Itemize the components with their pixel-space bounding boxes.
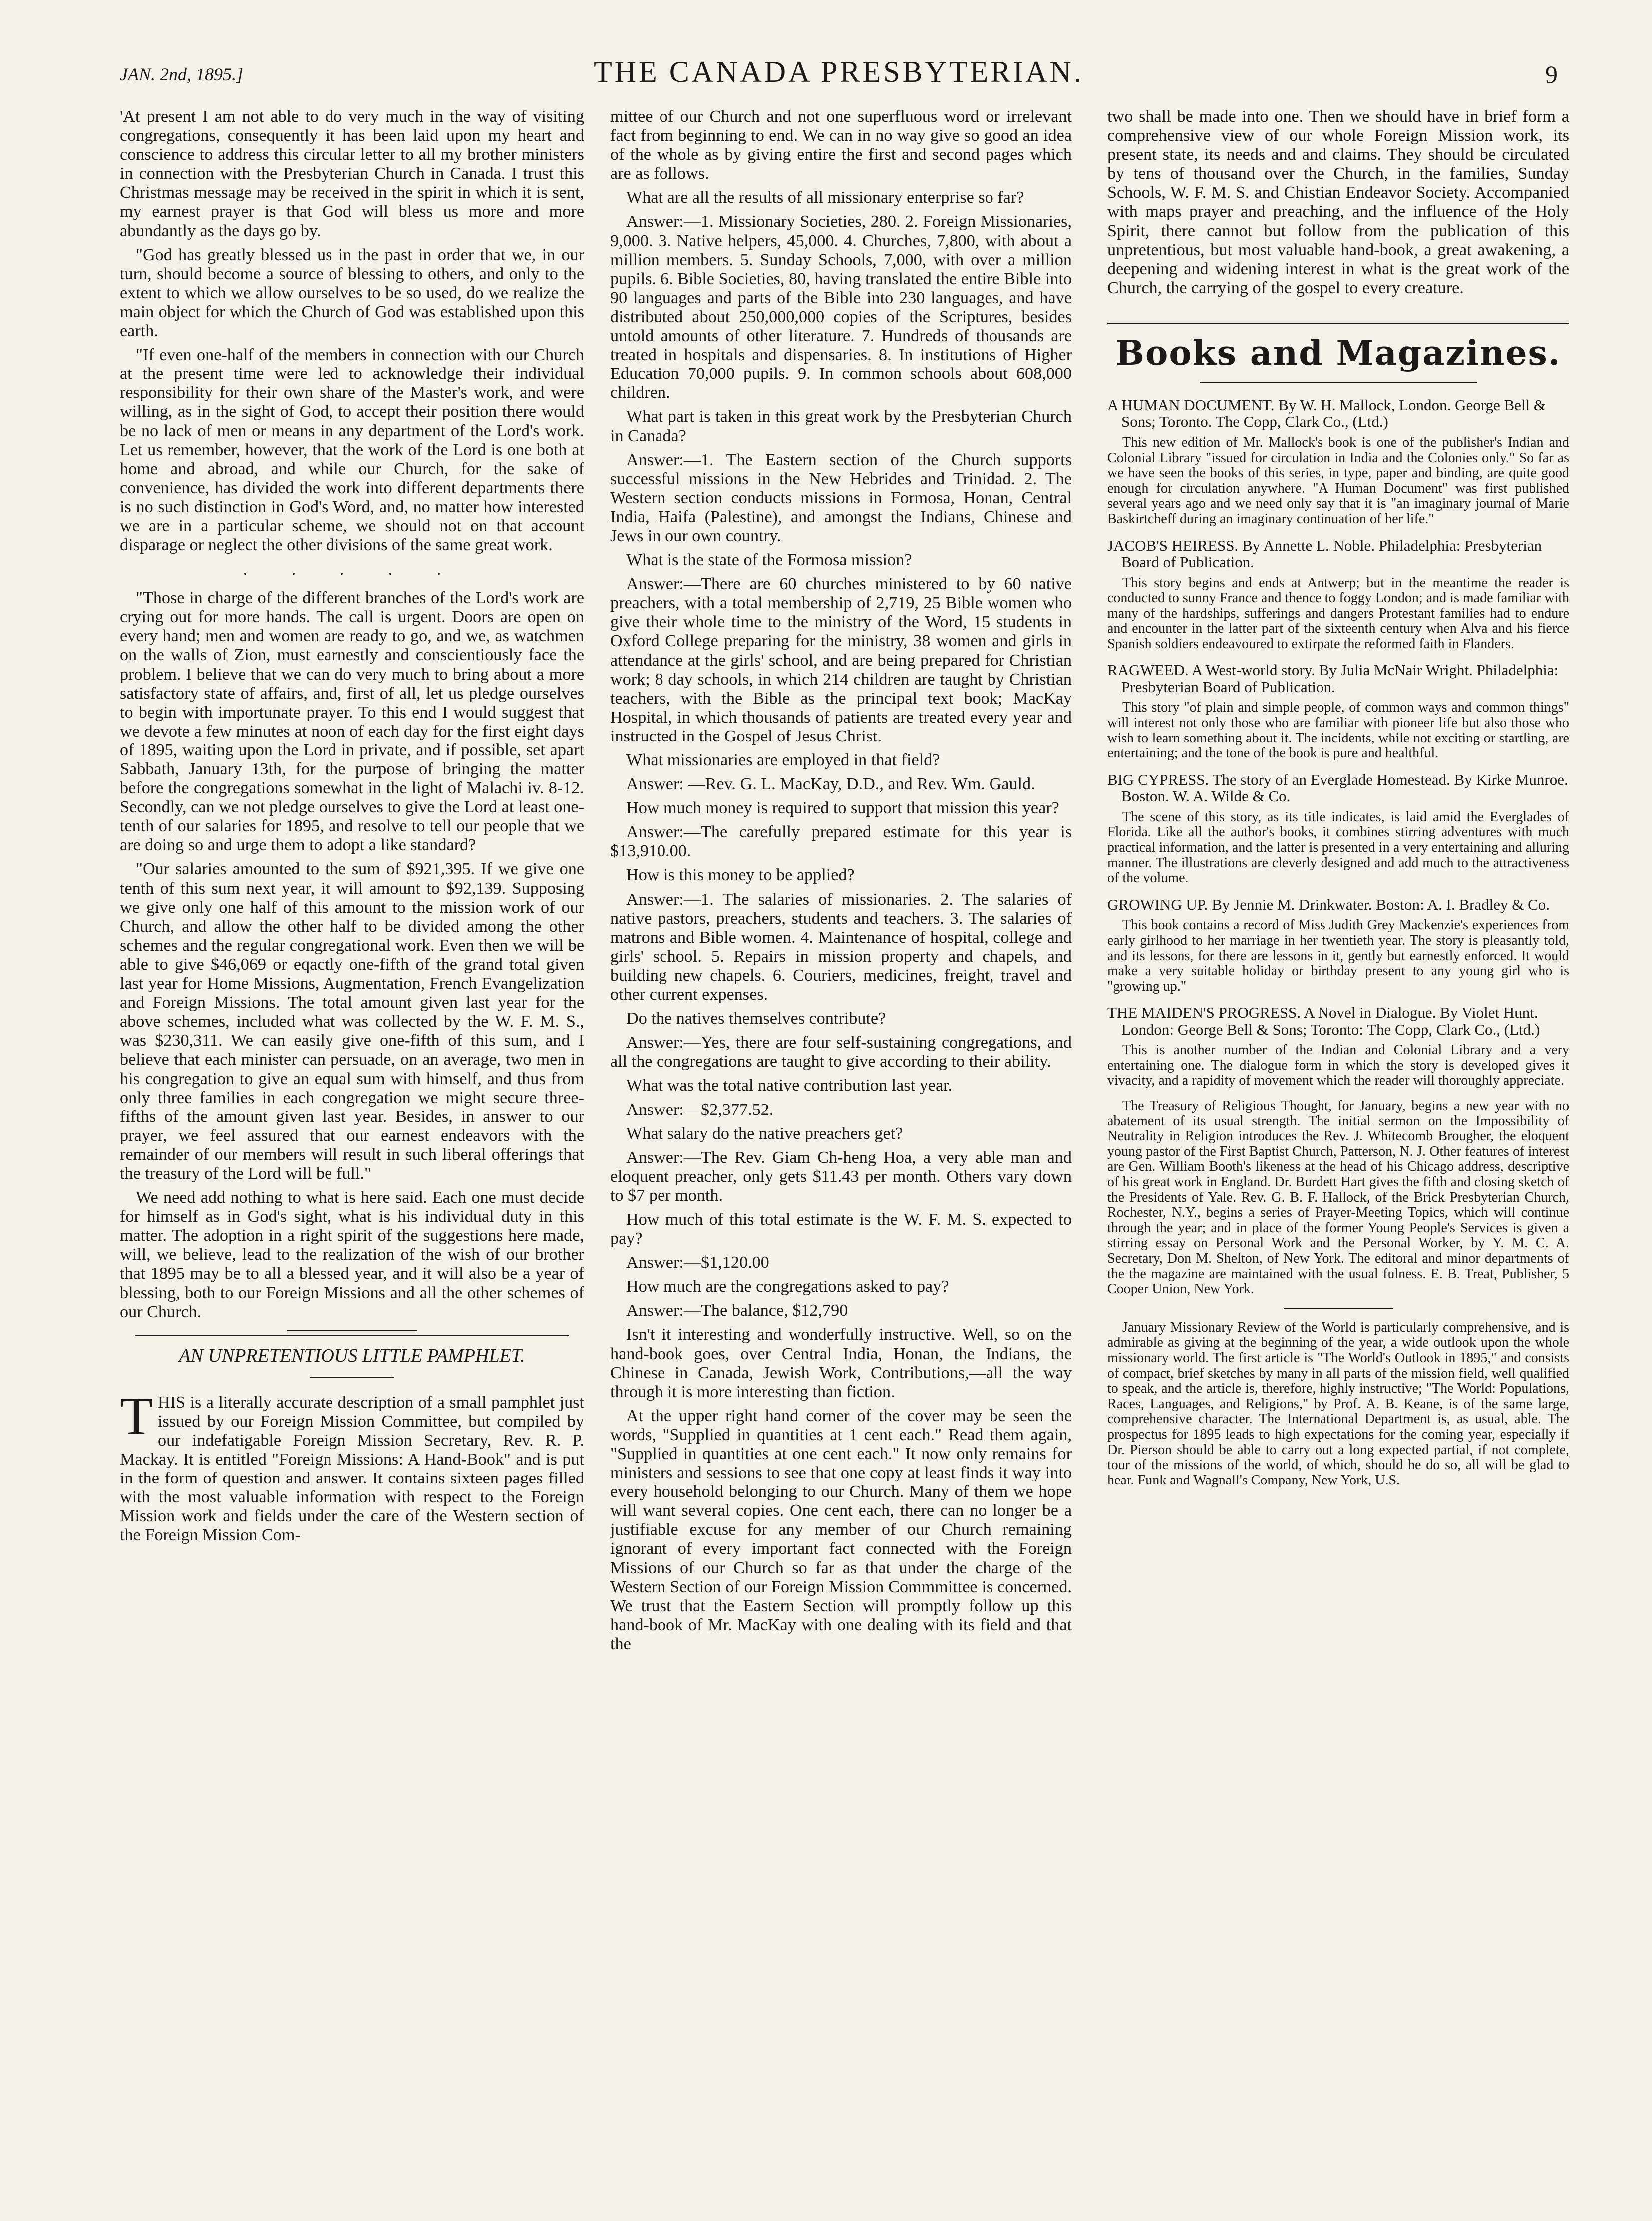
article-paragraph: "Those in charge of the different branches of the Lord's work are crying out for more hands. The call is urgent. Doors are open on every hand; men and women are ready to go, and we, as watchmen on the walls of Zion, must earnestly and conscientiously face the problem. I believe that we can do very much to bring about a more satisfactory state of affairs, and, first of all, let us pledge ourselves to begin with importunate prayer. To this end I would suggest that we devote a few minutes at noon of each day for the first eight days of 1895, waiting upon the Lord in private, and if possible, set apart Sabbath, January 13th, for the purpose of bringing the matter before the congregations somewhat in the light of Malachi iv. 8-12. Secondly, can we not pledge ourselves to give the Lord at least one-tenth of our salaries for 1895, and resolve to tell our people that we are doing so and urge them to adopt a like standard? (120, 589, 584, 855)
question: Do the natives themselves contribute? (626, 1009, 886, 1028)
missionary-review-notice: January Missionary Review of the World is particularly comprehensive, and is admirable as giving at the beginning of the year, a wide outlook upon the whole missionary world. The first article is "The World's Outlook in 1895," and consists of compact, brief sketches by many in all parts of the mission field, well qualified to speak, and the article is, therefore, highly instructive; "The World: Populations, Races, Languages, and Religions," by Prof. A. B. Keane, is of the same large, comprehensive character. The International Department is, as usual, able. The prospectus for 1895 leads to high expectations for the coming year, especially if Dr. Pierson should be able to carry out a long expected partial, if not complete, tour of the missions of the world, of which, should he do so, all will be glad to hear. Funk and Wagnall's Company, New York, U.S. (1107, 1319, 1569, 1488)
review-heading: THE MAIDEN'S PROGRESS. A Novel in Dialogue. By Violet Hunt. London: George Bell & Sons; Toronto: The Copp, Clark Co., (Ltd.) (1107, 1004, 1540, 1038)
books-magazines-heading (1107, 323, 1569, 383)
answer: Answer:—There are 60 churches ministered to by 60 native preachers, with a total membership of 2,719, 25 Bible women who give their whole time to the ministry of the Word, 15 students in Oxford College preparing for the ministry, 38 women and girls in attendance at the girls' school, and are being prepared for Christian work; 8 day schools, in which 214 children are taught by Christian teachers, with the Bible as the principal text book; MacKay Hospital, in which thousands of patients are treated every year and instructed in the Gospel of Jesus Christ. (610, 575, 1072, 745)
issue-date: JAN. 2nd, 1895.] (120, 64, 243, 84)
article-paragraph: We need add nothing to what is here said. Each one must decide for himself as in God's sight, what is his individual duty in this matter. The adoption in a right spirit of the suggestions here made, will, we believe, lead to the realization of the wish of our brother that 1895 may be to all a blessed year, and it will also be a year of blessing, both to our Foreign Missions and all the other schemes of our Church. (120, 1188, 584, 1321)
pamphlet-text: HIS is a literally accurate description of a small pamphlet just issued by our Foreign Mission Committee, but compiled by our indefatigable Foreign Mission Secretary, Rev. R. P. Mackay. It is entitled "Foreign Missions: A Hand-Book" and is put in the form of question and answer. It contains sixteen pages filled with the most valuable information with respect to the Foreign Mission work and fields under the care of the Western section of the Foreign Mission Com- (120, 1393, 584, 1545)
answer: Answer:—1. The Eastern section of the Church supports successful missions in the New Hebrides and Trinidad. 2. The Western section conducts missions in Formosa, Honan, Central India, Haifa (Palestine), and amongst the Indians, Chinese and Jews in our own country. (610, 450, 1072, 545)
ellipsis-separator: . . . . . (243, 560, 461, 579)
column-3 (1107, 107, 1569, 2205)
article-paragraph: "God has greatly blessed us in the past in order that we, in our turn, should become a source of blessing to others, and only to the extent to which we allow ourselves to be so used, do we realize the main object for which the Church of God was established upon this earth. (120, 245, 584, 341)
question: What missionaries are employed in that field? (626, 751, 940, 769)
page-header (120, 55, 1558, 100)
books-heading-text: Books and Magazines. (1115, 333, 1561, 373)
review-body: This story begins and ends at Antwerp; but in the meantime the reader is conducted to sunny France and thence to foggy London; and is made familiar with many of the hardships, sufferings and dangers Protestant families had to endure and encounter in the latter part of the sixteenth century when Alva and his fierce Spanish soldiers endeavoured to extirpate the reformed faith in Flanders. (1107, 575, 1569, 652)
section-heading (135, 1335, 569, 1378)
divider-rule (1284, 1308, 1393, 1309)
article-paragraph: two shall be made into one. Then we should have in brief form a comprehensive view of our whole Foreign Mission work, its present state, its needs and and claims. They should be circulated by tens of thousand over the Church, in the families, Sunday Schools, W. F. M. S. and Chistian Endeavor Society. Accompanied with maps prayer and preaching, and the influence of the Holy Spirit, there cannot but follow from the publication of this unpretentious, but most valuable hand-book, a great awakening, a deepening and widening interest in what is the great work of the Church, the carrying of the gospel to every creature. (1107, 107, 1569, 297)
review-item (1107, 537, 1569, 652)
review-heading: RAGWEED. A West-world story. By Julia McNair Wright. Philadelphia: Presbyterian Board of Publication. (1107, 661, 1559, 696)
article-paragraph: 'At present I am not able to do very much in the way of visiting congregations, consequently it has been laid upon my heart and conscience to address this circular letter to all my brother ministers in connection with the Presbyterian Church in Canada. I trust this Christmas message may be received in the spirit in which it is sent, my earnest prayer is that God will bless us more and more abundantly as the days go by. (120, 107, 584, 240)
section-title: AN UNPRETENTIOUS LITTLE PAMPHLET. (179, 1345, 525, 1366)
section-underline (310, 1377, 394, 1378)
question: What part is taken in this great work by the Presbyterian Church in Canada? (610, 407, 1072, 445)
answer: Answer:—The balance, $12,790 (626, 1301, 848, 1320)
column-1 (120, 107, 584, 2175)
column-2 (610, 107, 1072, 2190)
review-item (1107, 662, 1569, 761)
answer: Answer:—Yes, there are four self-sustaining congregations, and all the congregations are taught to give according to their ability. (610, 1033, 1072, 1071)
article-paragraph: "Our salaries amounted to the sum of $921,395. If we give one tenth of this sum next year, it will amount to $92,139. Supposing we give only one half of this amount to the mission work of our Church, and allow the other half to be divided among the other schemes and the regular congregational work. Even then we will be able to give $46,069 or eqactly one-fifth of the grand total given last year for Home Missions, Augmentation, French Evangelization and Foreign Missions. The total amount given last year for the above schemes, included what was collected by the W. F. M. S., was $230,311. We can easily give one-fifth of this sum, and I believe that each minister can persuade, on an average, two men in his congregation to give an equal sum with himself, and thus from only three families in each congregation we might secure three-fifths of the amount given last year. Besides, in answer to our prayer, we feel assured that our earnest endeavors with the remainder of our members will result in such liberal offerings that the treasury of the Lord will be full." (120, 860, 584, 1183)
article-paragraph: mittee of our Church and not one superfluous word or irrelevant fact from beginning to end. We can in no way give so good an idea of the whole as by giving entire the first and second pages which are as follows. (610, 107, 1072, 183)
page-number: 9 (1545, 60, 1558, 88)
answer: Answer:—1. Missionary Societies, 280. 2. Foreign Missionaries, 9,000. 3. Native helpers, 45,000. 4. Churches, 7,800, with about a million members. 5. Sunday Schools, 7,000, with over a million pupils. 6. Bible Societies, 80, having translated the entire Bible into 90 languages and parts of the Bible into 230 languages, and have distributed about 250,000,000 copies of the Scriptures, besides untold amounts of other literature. 7. Hundreds of thousands are treated in hospitals and dispensaries. 8. In institutions of Higher Education 70,000 pupils. 9. In common schools about 608,000 children. (610, 212, 1072, 402)
review-body: This book contains a record of Miss Judith Grey Mackenzie's experiences from early girlhood to her marriage in her twentieth year. The story is pleasantly told, and its lessons, for there are lessons in it, gently but earnestly enforced. It would make a very suitable holiday or birthday present to any young girl who is "growing up." (1107, 917, 1569, 994)
review-body: This story "of plain and simple people, of common ways and common things" will interest not only those who are familiar with pioneer life but also those who wish to learn something about it. The incidents, while not exciting or startling, are entertaining; and the tone of the book is pure and healthful. (1107, 700, 1569, 761)
review-item (1107, 896, 1569, 994)
review-heading: BIG CYPRESS. The story of an Everglade Homestead. By Kirke Munroe. Boston. W. A. Wilde & Co. (1107, 770, 1568, 805)
drop-cap: T (120, 1386, 153, 1446)
review-item (1107, 397, 1569, 527)
treasury-notice: The Treasury of Religious Thought, for January, begins a new year with no abatement of its usual strength. The initial sermon on the Impossibility of Neutrality in Religion introduces the Rev. J. Whitecomb Brougher, the eloquent young pastor of the First Baptist Church, Patterson, N. J. Other features of interest are Gen. William Booth's likeness at the head of his Chicago address, descriptive of his great work in England. Dr. Burdett Hart gives the fifth and closing sketch of the Presidents of Yale. Rev. G. B. F. Hallock, of the Brick Presbyterian Church, Rochester, N.Y., begins a series of Prayer-Meeting Topics, which will continue through the year; and in place of the former Young People's Services is given a stirring essay on Personal Work and the Personal Worker, by Y. M. C. A. Secretary, Don M. Shelton, of New York. The editoral and minor departments of the the magazine are maintained with the usual fulness. E. B. Treat, Publisher, 5 Cooper Union, New York. (1107, 1098, 1569, 1297)
question: What salary do the native preachers get? (626, 1124, 903, 1143)
answer: Answer:—The carefully prepared estimate for this year is $13,910.00. (610, 823, 1072, 861)
review-item (1107, 1004, 1569, 1089)
article-paragraph: "If even one-half of the members in connection with our Church at the present time were led to acknowledge their individual responsibility for their own share of the Master's work, and were willing, as in the sight of God, to accept their position there would be no lack of men or means in any department of the Lord's work. Let us remember, however, that the work of the Lord is one both at home and abroad, and while our Church, for the sake of convenience, has divided the work into different departments there is no such distinction in God's Word, and, no matter how interested we are in a particular scheme, we should not on that account disparage or neglect the other divisions of the same great work. (120, 346, 584, 555)
review-heading: JACOB'S HEIRESS. By Annette L. Noble. Philadelphia: Presbyterian Board of Publication. (1107, 536, 1542, 571)
question: What is the state of the Formosa mission? (626, 551, 912, 570)
question: How much money is required to support that mission this year? (626, 799, 1059, 818)
question: How much are the congregations asked to pay? (626, 1277, 949, 1296)
answer: Answer:—The Rev. Giam Ch-heng Hoa, a very able man and eloquent preacher, only gets $11.43 per month. Others vary down to $7 per month. (610, 1148, 1072, 1205)
article-paragraph: Isn't it interesting and wonderfully instructive. Well, so on the hand-book goes, over Central India, Honan, the Indians, the Chinese in Canada, Jewish Work, Contributions,—all the way through it is more interesting than fiction. (610, 1325, 1072, 1401)
review-body: The scene of this story, as its title indicates, is laid amid the Everglades of Florida. Like all the author's books, it combines stirring adventures with much practical information, and the latter is presented in a very entertaining and alluring manner. The illustrations are cleverly designed and add much to the attractiveness of the volume. (1107, 809, 1569, 886)
article-continuation (1107, 107, 1569, 298)
question: What was the total native contribution last year. (626, 1076, 953, 1095)
review-body: This new edition of Mr. Mallock's book is one of the publisher's Indian and Colonial Library "issued for circulation in India and the Colonies only." So far as we have seen the books of this series, in type, paper and binding, are quite good enough for circulation anywhere. "A Human Document" was first published several years ago and we need only say that it is "an imaginary journal of Marie Baskirtcheff during an imaginary continuation of her life." (1107, 434, 1569, 527)
review-item (1107, 771, 1569, 886)
question: How much of this total estimate is the W. F. M. S. expected to pay? (610, 1210, 1072, 1248)
answer: Answer:—$2,377.52. (626, 1100, 774, 1119)
pamphlet-paragraph (120, 1386, 584, 1545)
answer: Answer: —Rev. G. L. MacKay, D.D., and Rev. Wm. Gauld. (626, 775, 1035, 794)
newspaper-title: THE CANADA PRESBYTERIAN. (594, 55, 1084, 88)
review-heading: GROWING UP. By Jennie M. Drinkwater. Boston: A. I. Bradley & Co. (1107, 895, 1550, 913)
answer: Answer:—$1,120.00 (626, 1253, 769, 1272)
magazine-note (1107, 1099, 1569, 1297)
heading-rule (1200, 382, 1477, 383)
review-body: This is another number of the Indian and Colonial Library and a very entertaining one. The dialogue form in which the story is developed gives it vivacity, and a rapidity of movement which the reader will thoroughly appreciate. (1107, 1042, 1569, 1089)
review-heading: A HUMAN DOCUMENT. By W. H. Mallock, London. George Bell & Sons; Toronto. The Copp, Clark Co., (Ltd.) (1107, 396, 1546, 431)
question: How is this money to be applied? (626, 866, 855, 885)
magazine-note (1107, 1320, 1569, 1488)
answer: Answer:—1. The salaries of missionaries. 2. The salaries of native pastors, preachers, students and teachers. 3. The salaries of matrons and Bible women. 4. Maintenance of hospital, college and girls' school. 5. Repairs in mission property and chapels, and building new chapels. 6. Couriers, medicines, freight, travel and other current expenses. (610, 890, 1072, 1004)
question: What are all the results of all missionary enterprise so far? (626, 188, 1024, 207)
article-paragraph: At the upper right hand corner of the cover may be seen the words, "Supplied in quantities at 1 cent each." Read them again, "Supplied in quantities at one cent each." It now only remains for ministers and sessions to see that one copy at least finds it way into every household belonging to our Church. Many of them we hope will want several copies. One cent each, there can no longer be a justifiable excuse for any member of our Church remaining ignorant of every important fact connected with the Foreign Missions of our Church so far as that under the charge of the Western Section of our Foreign Mission Commmittee is concerned. We trust that the Eastern Section will promptly follow up this hand-book of Mr. MacKay with one dealing with its field and that the (610, 1406, 1072, 1653)
